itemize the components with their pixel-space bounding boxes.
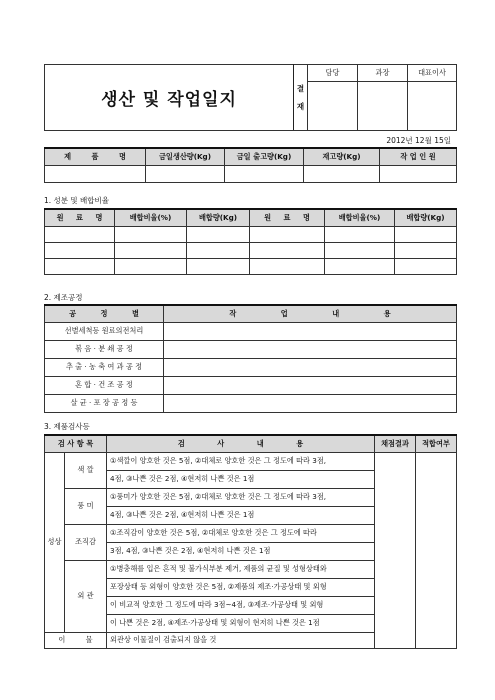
summary-header-product: 제 품 명 — [45, 148, 146, 165]
process-row — [45, 322, 457, 340]
signature-box-manager[interactable] — [358, 82, 408, 131]
approval-label-1: 결 — [296, 83, 305, 93]
inspection-item-flavor: 풍 미 — [65, 488, 107, 524]
process-work-cell[interactable] — [164, 340, 457, 358]
table-cell[interactable] — [395, 258, 457, 274]
table-cell[interactable] — [115, 258, 187, 274]
inspection-line: ①색깔이 양호한 것은 5점, ②대체로 양호한 것은 그 정도에 따라 3점, — [107, 452, 375, 470]
header-table — [44, 64, 457, 131]
approval-label — [294, 65, 308, 131]
process-row — [45, 358, 457, 376]
inspection-header-score: 채점결과 — [375, 435, 416, 452]
signature-box-ceo[interactable] — [408, 82, 457, 131]
inspection-line: 외관상 이물질이 검출되지 않을 것 — [107, 632, 375, 648]
ingredient-header-name: 원 료 명 — [45, 209, 115, 226]
inspection-line: 3점, 4점, ③나쁜 것은 2점, ④현저히 나쁜 것은 1점 — [107, 542, 375, 560]
process-row — [45, 376, 457, 394]
process-step-label: 선별세척등 원료의전처리 — [45, 322, 164, 340]
summary-header-stock: 재고량(Kg) — [304, 148, 380, 165]
fit-cell[interactable] — [416, 452, 457, 648]
process-step-label: 혼 합 · 건 조 공 정 — [45, 376, 164, 394]
process-table — [44, 304, 457, 413]
process-row — [45, 340, 457, 358]
report-date: 2012년 12월 15일 — [386, 136, 451, 145]
inspection-line: 포장상태 등 외형이 양호한 것은 5점, ②제품의 제조·가공상태 및 외형 — [107, 578, 375, 596]
inspection-item-texture: 조직감 — [65, 524, 107, 560]
section2-title: 2. 제조공정 — [44, 293, 83, 302]
process-work-cell[interactable] — [164, 358, 457, 376]
ingredients-table — [44, 208, 457, 275]
inspection-line: 이 비교적 양호한 그 정도에 따라 3점~4점, ③제조·가공상태 및 외형 — [107, 596, 375, 614]
table-cell[interactable] — [115, 242, 187, 258]
table-cell[interactable] — [395, 226, 457, 242]
summary-table — [44, 147, 457, 183]
table-cell[interactable] — [250, 226, 325, 242]
process-step-label: 살 균 · 포 장 공 정 등 — [45, 394, 164, 412]
inspection-header-item: 검 사 항 목 — [45, 435, 107, 452]
page-title-text: 생산 및 작업일지 — [101, 90, 237, 110]
inspection-group-label: 성상 — [45, 452, 65, 632]
approver-staff: 담당 — [308, 65, 358, 82]
table-cell[interactable] — [325, 242, 395, 258]
table-cell[interactable] — [115, 226, 187, 242]
process-row — [45, 394, 457, 412]
inspection-item-color: 색 깔 — [65, 452, 107, 488]
inspection-line: ①풍미가 양호한 것은 5점, ②대체로 양호한 것은 그 정도에 따라 3점, — [107, 488, 375, 506]
approver-manager: 과장 — [358, 65, 408, 82]
process-header-step: 공 정 별 — [45, 305, 164, 322]
inspection-line: 4점, ③나쁜 것은 2점, ④현저히 나쁜 것은 1점 — [107, 506, 375, 524]
process-step-label: 추 출 · 농 축 여 과 공 정 — [45, 358, 164, 376]
page-title — [45, 65, 294, 131]
inspection-line: ①조직감이 양호한 것은 5점, ②대체로 양호한 것은 그 정도에 따라 — [107, 524, 375, 542]
process-work-cell[interactable] — [164, 394, 457, 412]
inspection-line: 4점, ③나쁜 것은 2점, ④현저히 나쁜 것은 1점 — [107, 470, 375, 488]
inspection-table — [44, 434, 457, 649]
table-cell[interactable] — [325, 258, 395, 274]
section1-title: 1. 성분 및 배합비율 — [44, 196, 110, 205]
table-cell[interactable] — [250, 242, 325, 258]
inspection-line: ①병충해를 입은 흔적 및 불가식부분 제거, 제품의 균질 및 성형상태와 — [107, 560, 375, 578]
table-row — [45, 226, 457, 242]
process-work-cell[interactable] — [164, 376, 457, 394]
table-cell[interactable] — [250, 258, 325, 274]
summary-cell-production[interactable] — [146, 165, 225, 182]
inspection-header-content: 검 사 내 용 — [107, 435, 375, 452]
process-step-label: 볶 음 · 분 쇄 공 정 — [45, 340, 164, 358]
table-cell[interactable] — [45, 226, 115, 242]
process-header-work: 작 업 내 용 — [164, 305, 457, 322]
section3-title: 3. 제품검사등 — [44, 422, 90, 431]
approval-label-2: 재 — [296, 101, 305, 111]
ingredient-header-ratio: 배합비율(%) — [115, 209, 187, 226]
approver-ceo: 대표이사 — [408, 65, 457, 82]
summary-cell-shipment[interactable] — [225, 165, 304, 182]
summary-header-production: 금일생산량(Kg) — [146, 148, 225, 165]
score-cell[interactable] — [375, 452, 416, 648]
table-row — [45, 258, 457, 274]
table-cell[interactable] — [395, 242, 457, 258]
ingredient-header-amount: 배합량(Kg) — [187, 209, 250, 226]
table-cell[interactable] — [45, 242, 115, 258]
summary-cell-stock[interactable] — [304, 165, 380, 182]
ingredient-header-amount-2: 배합량(Kg) — [395, 209, 457, 226]
inspection-item-appearance: 외 관 — [65, 560, 107, 632]
ingredient-header-name-2: 원 료 명 — [250, 209, 325, 226]
table-cell[interactable] — [187, 242, 250, 258]
table-cell[interactable] — [45, 258, 115, 274]
inspection-header-fit: 적합여부 — [416, 435, 457, 452]
summary-header-workers: 작 업 인 원 — [380, 148, 457, 165]
summary-cell-workers[interactable] — [380, 165, 457, 182]
table-row — [45, 242, 457, 258]
inspection-line: 이 나쁜 것은 2점, ④제조·가공상태 및 외형이 현저히 나쁜 것은 1점 — [107, 614, 375, 632]
summary-header-shipment: 금일 출고량(Kg) — [225, 148, 304, 165]
process-work-cell[interactable] — [164, 322, 457, 340]
table-cell[interactable] — [187, 226, 250, 242]
table-cell[interactable] — [325, 226, 395, 242]
ingredient-header-ratio-2: 배합비율(%) — [325, 209, 395, 226]
summary-cell-product[interactable] — [45, 165, 146, 182]
table-cell[interactable] — [187, 258, 250, 274]
inspection-item-foreign: 이 물 — [45, 632, 107, 648]
signature-box-staff[interactable] — [308, 82, 358, 131]
